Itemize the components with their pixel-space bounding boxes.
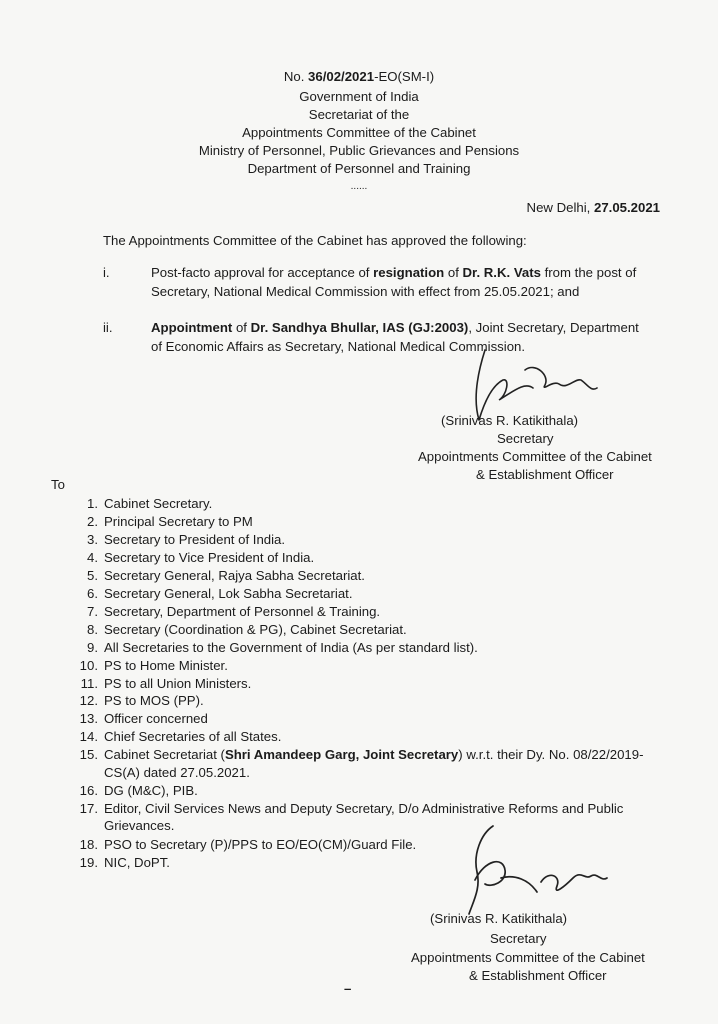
list-item: 15. Cabinet Secretariat (Shri Amandeep Garg, Joint Secretary) w.r.t. their Dy. No. 08/22/2019- — [79, 747, 644, 762]
list-item: 13. Officer concerned — [79, 711, 208, 726]
list-item: 12. PS to MOS (PP). — [79, 693, 204, 708]
list-item-continuation: CS(A) dated 27.05.2021. — [104, 765, 250, 780]
item-ii-line-2: of Economic Affairs as Secretary, National Medical Commission. — [151, 339, 526, 354]
signature-1-role: & Establishment Officer — [476, 467, 614, 482]
header-line-2: Secretariat of the — [308, 107, 410, 122]
list-item: 17. Editor, Civil Services News and Deputy Secretary, D/o Administrative Reforms and Public — [79, 801, 624, 816]
signature-1-name: (Srinivas R. Katikithala) — [441, 413, 579, 428]
item-i-marker: i. — [103, 265, 110, 280]
list-item: 2. Principal Secretary to PM — [87, 514, 253, 529]
list-item: 5. Secretary General, Rajya Sabha Secretariat. — [87, 568, 365, 583]
reference-number: No. 36/02/2021-EO(SM-I) — [283, 69, 435, 84]
header-dots: ...... — [350, 181, 368, 192]
item-ii-line-1: Appointment of Dr. Sandhya Bhullar, IAS (GJ:2003), Joint Secretary, Department — [151, 320, 639, 335]
header-line-3: Appointments Committee of the Cabinet — [242, 125, 476, 140]
list-item: 11. PS to all Union Ministers. — [80, 676, 252, 691]
signature-2-scribble — [445, 820, 615, 920]
list-item: 19. NIC, DoPT. — [79, 855, 170, 870]
list-item: 14. Chief Secretaries of all States. — [79, 729, 282, 744]
list-item: 7. Secretary, Department of Personnel & Training. — [87, 604, 381, 619]
header-line-4: Ministry of Personnel, Public Grievances and Pensions — [198, 143, 520, 158]
list-item: 6. Secretary General, Lok Sabha Secretariat. — [87, 586, 353, 601]
list-item: 1. Cabinet Secretary. — [87, 496, 213, 511]
item-ii-marker: ii. — [103, 320, 113, 335]
header-line-5: Department of Personnel and Training — [247, 161, 471, 176]
list-item: 10. PS to Home Minister. — [79, 658, 228, 673]
list-item-continuation: Grievances. — [104, 818, 175, 833]
signature-2-org: Appointments Committee of the Cabinet — [411, 950, 645, 965]
item-i-line-1: Post-facto approval for acceptance of resignation of Dr. R.K. Vats from the post of — [151, 265, 637, 280]
list-item: 8. Secretary (Coordination & PG), Cabinet Secretariat. — [87, 622, 407, 637]
signature-1-title: Secretary — [497, 431, 554, 446]
list-item: 9. All Secretaries to the Government of India (As per standard list). — [87, 640, 478, 655]
signature-1-org: Appointments Committee of the Cabinet — [418, 449, 652, 464]
signature-2-name: (Srinivas R. Katikithala) — [430, 911, 568, 926]
list-item: 3. Secretary to President of India. — [87, 532, 286, 547]
date-line: New Delhi, 27.05.2021 — [526, 200, 660, 215]
list-item: 18. PSO to Secretary (P)/PPS to EO/EO(CM)/Guard File. — [79, 837, 417, 852]
intro-text: The Appointments Committee of the Cabinet has approved the following: — [103, 233, 527, 248]
list-item: 16. DG (M&C), PIB. — [79, 783, 198, 798]
list-item: 4. Secretary to Vice President of India. — [87, 550, 315, 565]
header-line-1: Government of India — [299, 89, 419, 104]
footer-mark: – — [344, 981, 352, 996]
to-label: To — [51, 477, 65, 492]
item-i-line-2: Secretary, National Medical Commission with effect from 25.05.2021; and — [151, 284, 580, 299]
signature-2-title: Secretary — [490, 931, 547, 946]
signature-2-role: & Establishment Officer — [469, 968, 607, 983]
